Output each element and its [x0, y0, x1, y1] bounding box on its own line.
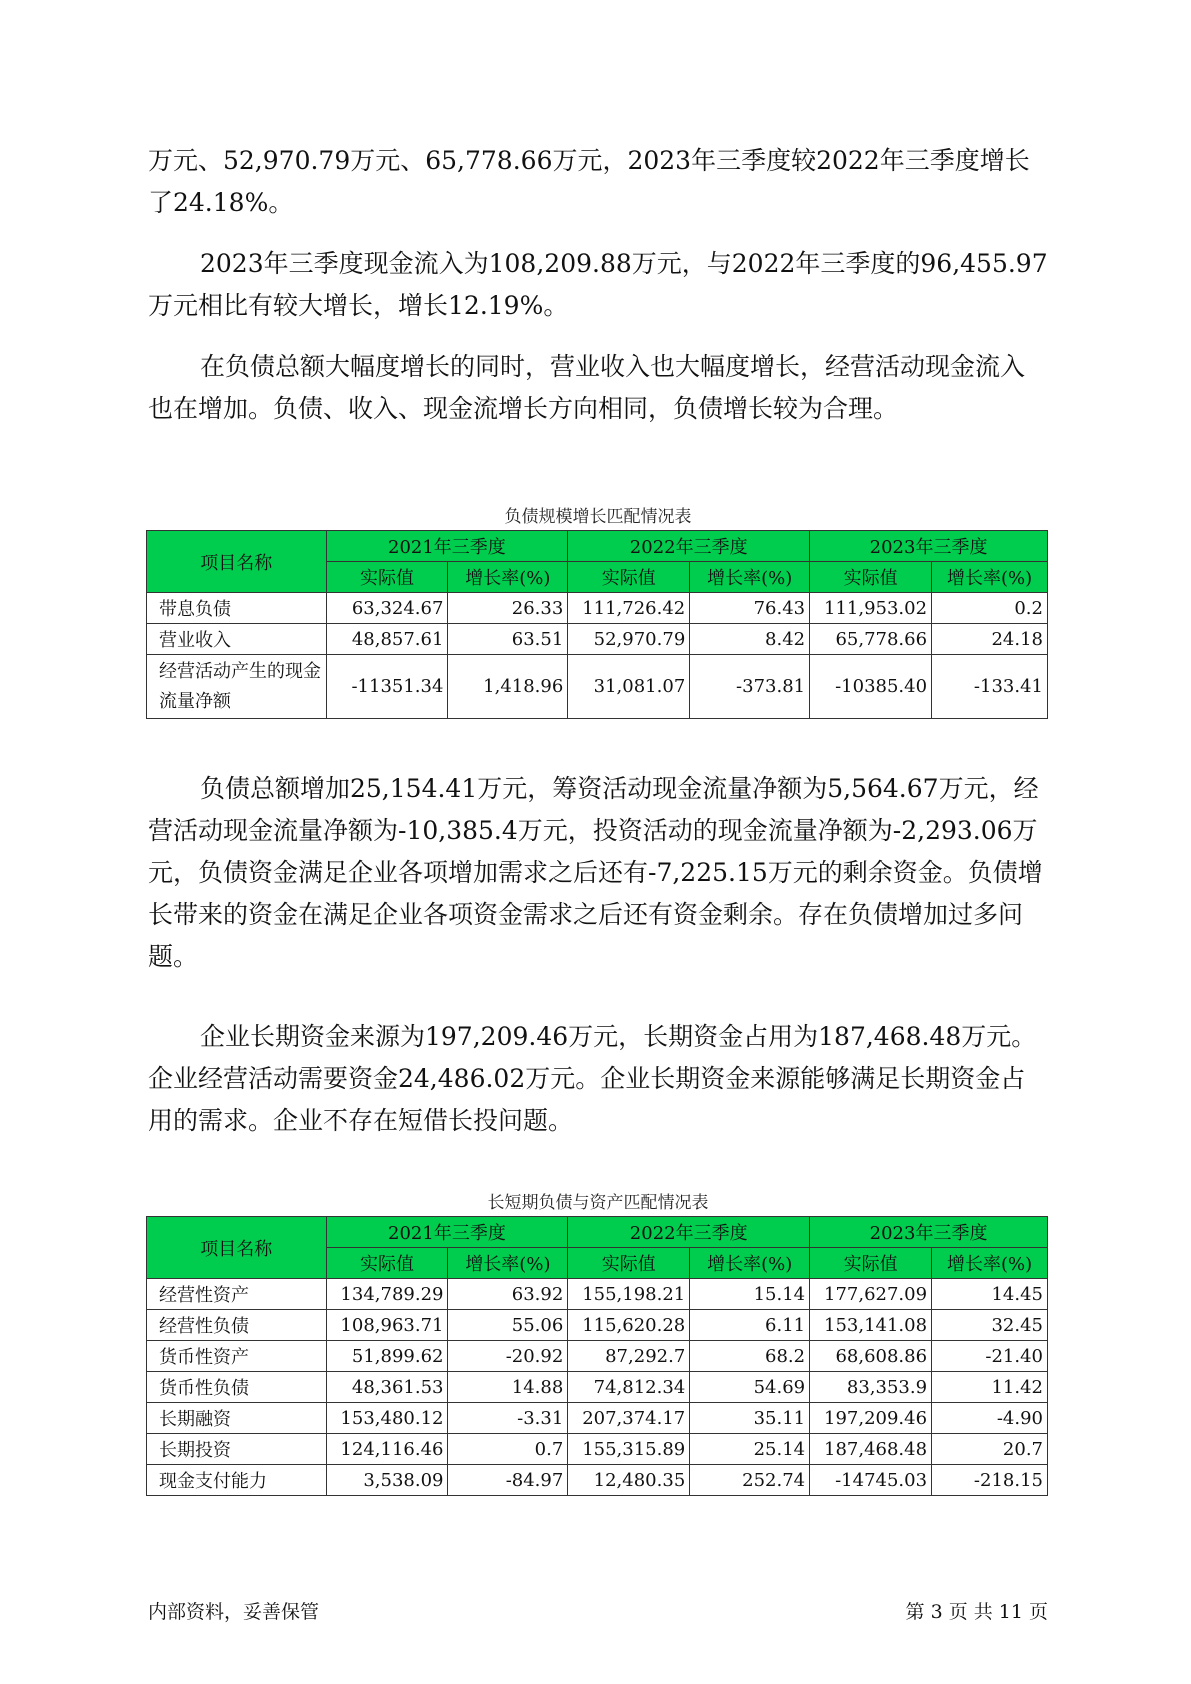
sub-header-growth: 增长率(%)	[448, 1248, 568, 1279]
table-cell: 8.42	[690, 624, 810, 655]
table-cell: 197,209.46	[810, 1403, 932, 1434]
table-cell: 48,857.61	[326, 624, 448, 655]
col-item-header: 项目名称	[147, 531, 327, 593]
table-cell: 74,812.34	[568, 1372, 690, 1403]
paragraph-3: 在负债总额大幅度增长的同时，营业收入也大幅度增长，经营活动现金流入也在增加。负债、收入、现金流增长方向相同，负债增长较为合理。	[148, 352, 1026, 423]
table-cell: 12,480.35	[568, 1465, 690, 1496]
row-label: 货币性资产	[147, 1341, 327, 1372]
table-cell: 115,620.28	[568, 1310, 690, 1341]
table-cell: 153,480.12	[326, 1403, 448, 1434]
table-cell: 155,315.89	[568, 1434, 690, 1465]
table-cell: -20.92	[448, 1341, 568, 1372]
sub-header-growth: 增长率(%)	[690, 562, 810, 593]
table-cell: -373.81	[690, 655, 810, 719]
sub-header-growth: 增长率(%)	[932, 562, 1048, 593]
table1-caption: 负债规模增长匹配情况表	[504, 507, 692, 527]
table-cell: 52,970.79	[568, 624, 690, 655]
table-cell: -14745.03	[810, 1465, 932, 1496]
table-cell: 68,608.86	[810, 1341, 932, 1372]
table-cell: 35.11	[690, 1403, 810, 1434]
table-cell: 25.14	[690, 1434, 810, 1465]
table-cell: 207,374.17	[568, 1403, 690, 1434]
table-cell: 155,198.21	[568, 1279, 690, 1310]
year-header: 2021年三季度	[326, 1217, 568, 1248]
table-cell: 63.51	[448, 624, 568, 655]
table-cell: 11.42	[932, 1372, 1048, 1403]
table-cell: 31,081.07	[568, 655, 690, 719]
row-label: 长期投资	[147, 1434, 327, 1465]
sub-header-actual: 实际值	[326, 1248, 448, 1279]
row-label: 经营性负债	[147, 1310, 327, 1341]
year-header: 2022年三季度	[568, 531, 810, 562]
table-cell: -218.15	[932, 1465, 1048, 1496]
table-cell: 63.92	[448, 1279, 568, 1310]
table-cell: 14.45	[932, 1279, 1048, 1310]
table-cell: 87,292.7	[568, 1341, 690, 1372]
table-row	[147, 655, 1048, 719]
footer-page-number: 第 3 页 共 11 页	[905, 1601, 1048, 1623]
paragraph-4: 负债总额增加25,154.41万元，筹资活动现金流量净额为5,564.67万元，经营活动现金流量净额为-10,385.4万元，投资活动的现金流量净额为-2,293.06万元，负债资金满足企业各项增加需求之后还有-7,225.15万元的剩余资金。负债增长带来的资金在满足企业各项资金需求之后还有资金剩余。存在负债增加过多问题。	[148, 774, 1043, 971]
table-cell: 68.2	[690, 1341, 810, 1372]
paragraph-1: 万元、52,970.79万元、65,778.66万元，2023年三季度较2022年三季度增长了24.18%。	[148, 146, 1030, 217]
table-cell: 55.06	[448, 1310, 568, 1341]
table-cell: 252.74	[690, 1465, 810, 1496]
table-cell: 0.7	[448, 1434, 568, 1465]
footer-confidential-note: 内部资料，妥善保管	[148, 1601, 320, 1623]
row-label: 营业收入	[147, 624, 327, 655]
sub-header-actual: 实际值	[568, 1248, 690, 1279]
table-row	[147, 1341, 1048, 1372]
table-cell: 54.69	[690, 1372, 810, 1403]
table-cell: 14.88	[448, 1372, 568, 1403]
paragraph-2: 2023年三季度现金流入为108,209.88万元，与2022年三季度的96,455.97万元相比有较大增长，增长12.19%。	[148, 249, 1048, 320]
table-cell: 6.11	[690, 1310, 810, 1341]
table-cell: -11351.34	[326, 655, 448, 719]
table-cell: 111,953.02	[810, 593, 932, 624]
table-cell: 48,361.53	[326, 1372, 448, 1403]
table-row	[147, 1403, 1048, 1434]
debt-growth-table	[146, 530, 1048, 719]
table-cell: -3.31	[448, 1403, 568, 1434]
table-row	[147, 624, 1048, 655]
table-row	[147, 1310, 1048, 1341]
row-label: 经营性资产	[147, 1279, 327, 1310]
year-header: 2023年三季度	[810, 1217, 1048, 1248]
table-cell: 108,963.71	[326, 1310, 448, 1341]
row-label: 现金支付能力	[147, 1465, 327, 1496]
col-item-header: 项目名称	[147, 1217, 327, 1279]
table-cell: -10385.40	[810, 655, 932, 719]
table-cell: 63,324.67	[326, 593, 448, 624]
row-label: 货币性负债	[147, 1372, 327, 1403]
sub-header-growth: 增长率(%)	[448, 562, 568, 593]
paragraph-5: 企业长期资金来源为197,209.46万元，长期资金占用为187,468.48万元。企业经营活动需要资金24,486.02万元。企业长期资金来源能够满足长期资金占用的需求。企业不存在短借长投问题。	[148, 1022, 1037, 1135]
table-cell: 3,538.09	[326, 1465, 448, 1496]
table-cell: 65,778.66	[810, 624, 932, 655]
sub-header-growth: 增长率(%)	[932, 1248, 1048, 1279]
table-cell: 134,789.29	[326, 1279, 448, 1310]
table-cell: 51,899.62	[326, 1341, 448, 1372]
row-label: 带息负债	[147, 593, 327, 624]
table-row	[147, 1372, 1048, 1403]
table-cell: 15.14	[690, 1279, 810, 1310]
sub-header-growth: 增长率(%)	[690, 1248, 810, 1279]
sub-header-actual: 实际值	[568, 562, 690, 593]
table-cell: 32.45	[932, 1310, 1048, 1341]
table-cell: 1,418.96	[448, 655, 568, 719]
table-cell: 187,468.48	[810, 1434, 932, 1465]
sub-header-actual: 实际值	[810, 562, 932, 593]
debt-asset-match-table	[146, 1216, 1048, 1496]
table-row	[147, 1465, 1048, 1496]
table-cell: -84.97	[448, 1465, 568, 1496]
table2-caption: 长短期负债与资产匹配情况表	[487, 1193, 709, 1213]
table-cell: -133.41	[932, 655, 1048, 719]
year-header: 2021年三季度	[326, 531, 568, 562]
table-cell: 76.43	[690, 593, 810, 624]
table-cell: 177,627.09	[810, 1279, 932, 1310]
table-cell: 124,116.46	[326, 1434, 448, 1465]
table-cell: -4.90	[932, 1403, 1048, 1434]
table-cell: 20.7	[932, 1434, 1048, 1465]
table-cell: 111,726.42	[568, 593, 690, 624]
row-label: 经营活动产生的现金流量净额	[147, 655, 327, 719]
sub-header-actual: 实际值	[810, 1248, 932, 1279]
table-cell: 153,141.08	[810, 1310, 932, 1341]
table-row	[147, 1279, 1048, 1310]
row-label: 长期融资	[147, 1403, 327, 1434]
year-header: 2022年三季度	[568, 1217, 810, 1248]
table-cell: 24.18	[932, 624, 1048, 655]
table-row	[147, 1434, 1048, 1465]
table-cell: -21.40	[932, 1341, 1048, 1372]
table-cell: 83,353.9	[810, 1372, 932, 1403]
year-header: 2023年三季度	[810, 531, 1048, 562]
table-cell: 26.33	[448, 593, 568, 624]
sub-header-actual: 实际值	[326, 562, 448, 593]
table-row	[147, 593, 1048, 624]
table-cell: 0.2	[932, 593, 1048, 624]
